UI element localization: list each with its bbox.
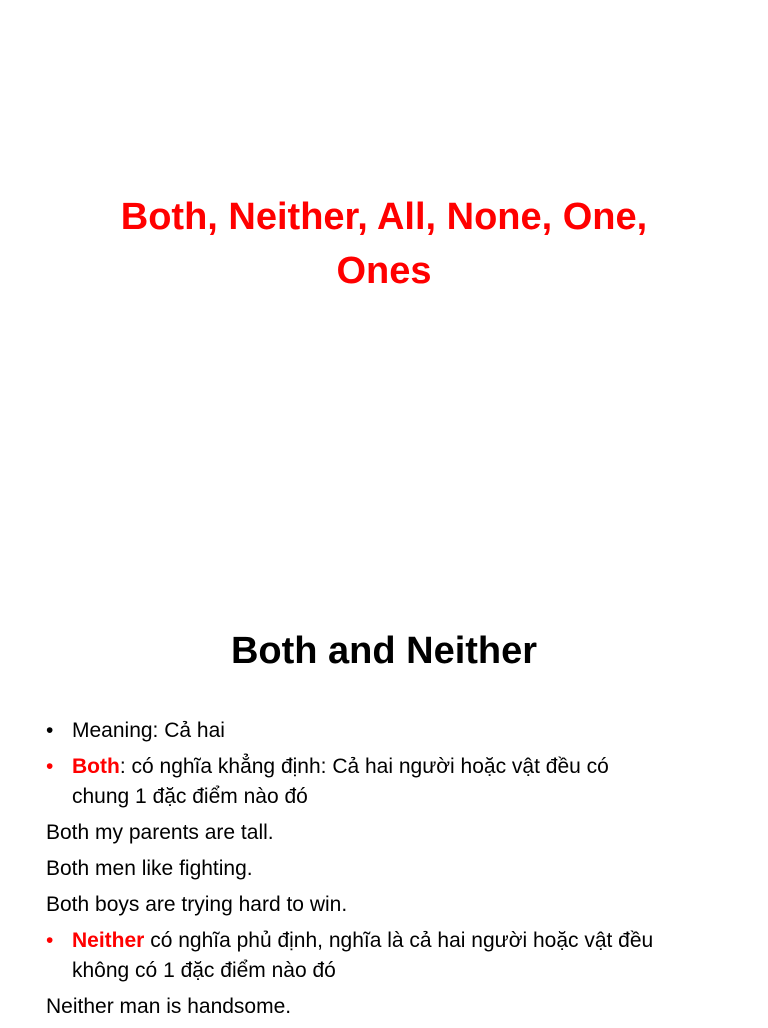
bullet-neither	[46, 926, 736, 986]
bullet-icon: •	[46, 719, 54, 742]
both-definition-line-1: : có nghĩa khẳng định: Cả hai người hoặc vật đều có	[119, 755, 609, 778]
title-line-2: Ones	[336, 250, 432, 292]
example-neither-1: Neither man is handsome.	[46, 995, 292, 1018]
bullet-meaning	[46, 716, 736, 746]
both-keyword: Both	[72, 755, 120, 778]
neither-definition-line-2: không có 1 đặc điểm nào đó	[72, 959, 336, 982]
example-both-2: Both men like fighting.	[46, 857, 253, 880]
neither-keyword: Neither	[72, 929, 145, 952]
neither-definition-line-1: có nghĩa phủ định, nghĩa là cả hai người hoặc vật đều	[144, 929, 654, 952]
meaning-text: Meaning: Cả hai	[72, 719, 225, 742]
slide-heading: Both and Neither	[230, 630, 538, 672]
example-both-3: Both boys are trying hard to win.	[46, 893, 348, 916]
bullet-both	[46, 752, 736, 812]
bullet-icon: •	[46, 929, 54, 952]
slide-title-heading	[40, 190, 728, 298]
slide-body	[46, 716, 736, 1028]
bullet-icon: •	[46, 755, 54, 778]
both-definition-line-2: chung 1 đặc điểm nào đó	[72, 785, 308, 808]
slide-both-neither	[0, 576, 768, 1024]
title-line-1: Both, Neither, All, None, One,	[120, 196, 648, 238]
example-both-1: Both my parents are tall.	[46, 821, 274, 844]
